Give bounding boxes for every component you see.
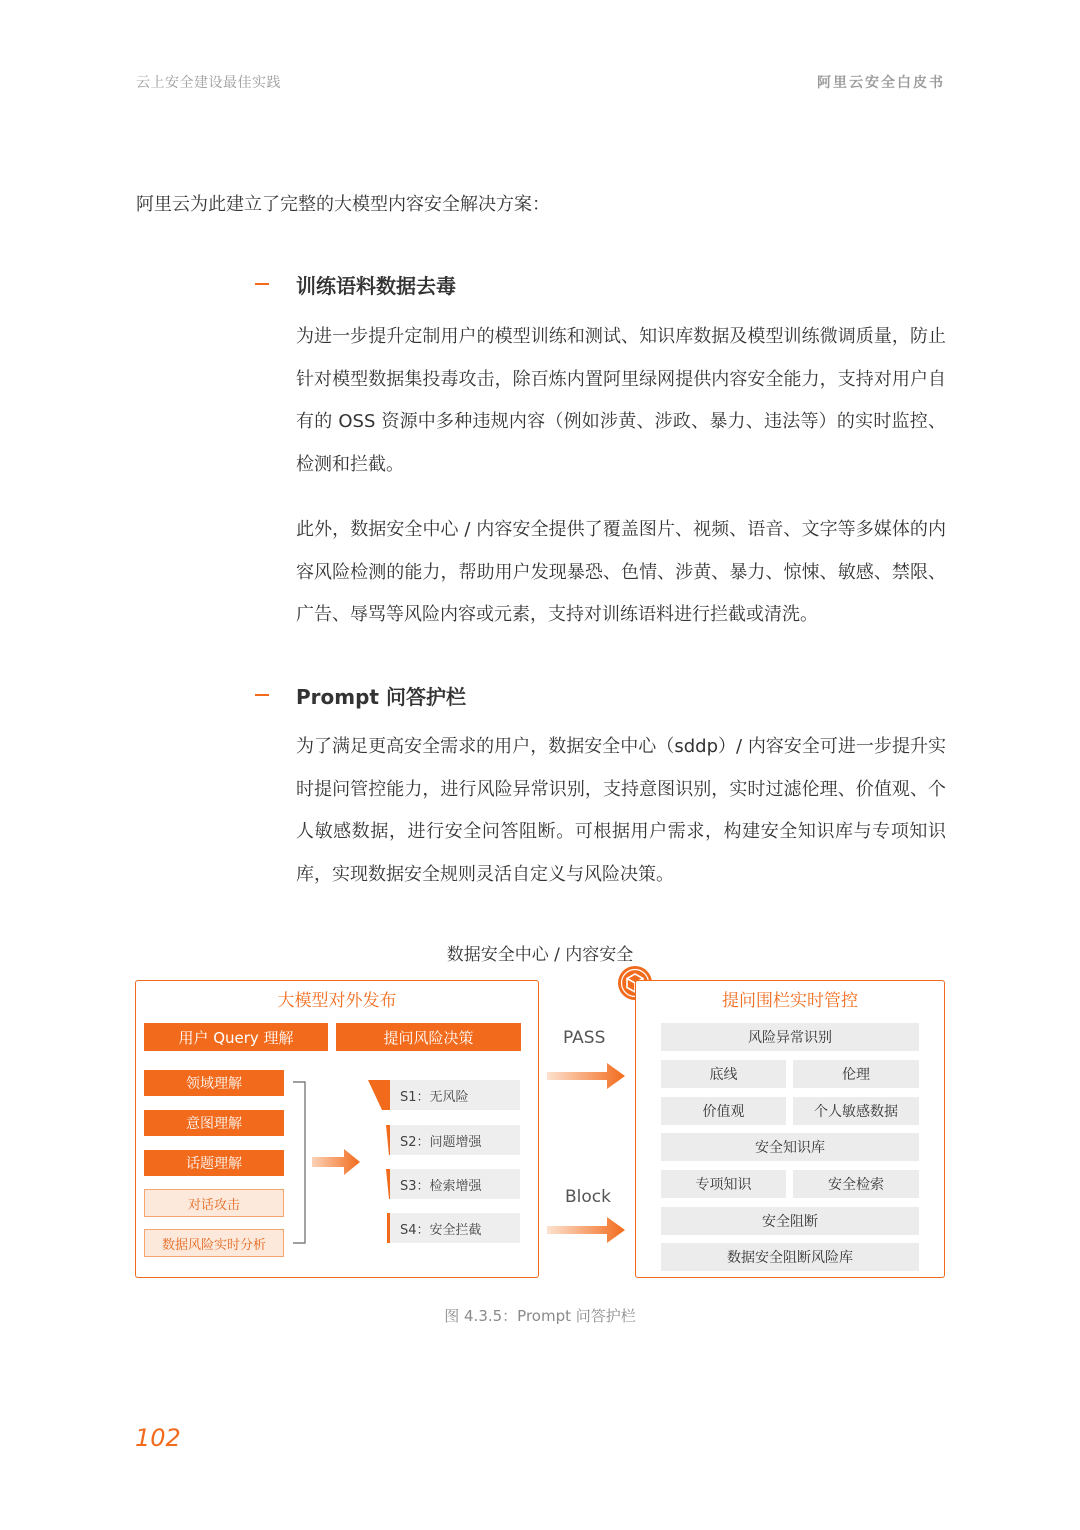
security-kb-box: 安全知识库 xyxy=(661,1133,919,1161)
right-panel-title: 提问围栏实时管控 xyxy=(722,991,858,1011)
section-paragraph: 为进一步提升定制用户的模型训练和测试、知识库数据及模型训练微调质量，防止针对模型数据集投毒攻击，除百炼内置阿里绿网提供内容安全能力，支持对用户自有的 OSS 资源中多种违规内容（例如涉黄、涉政、暴力、违法等）的实时监控、检测和拦截。 xyxy=(296,326,946,475)
figure-caption: 图 4.3.5：Prompt 问答护栏 xyxy=(444,1307,636,1325)
step-s4-label: S4：安全拦截 xyxy=(390,1213,520,1243)
question-risk-decision-button: 提问风险决策 xyxy=(336,1023,521,1051)
left-panel-model-release xyxy=(135,980,539,1278)
section-paragraph: 为了满足更高安全需求的用户，数据安全中心（sddp）/ 内容安全可进一步提升实时提问管控能力，进行风险异常识别，支持意图识别，实时过滤伦理、价值观、个人敏感数据，进行安全问答阻断。可根据用户需求，构建安全知识库与专项知识库，实现数据安全规则灵活自定义与风险决策。 xyxy=(296,736,946,885)
section-title-prompt-guardrail: Prompt 问答护栏 xyxy=(296,685,466,709)
left-panel-title: 大模型对外发布 xyxy=(277,991,397,1011)
domain-understanding-box: 领域理解 xyxy=(144,1070,284,1096)
right-panel-realtime-control xyxy=(635,980,945,1278)
security-block-box: 安全阻断 xyxy=(661,1207,919,1235)
intro-text: 阿里云为此建立了完整的大模型内容安全解决方案： xyxy=(136,194,550,215)
step-s2-label: S2：问题增强 xyxy=(390,1125,520,1155)
intent-understanding-box: 意图理解 xyxy=(144,1110,284,1136)
step-s1 xyxy=(368,1080,520,1110)
values-box: 价值观 xyxy=(661,1097,786,1125)
step-s2 xyxy=(368,1125,520,1155)
step-s4 xyxy=(368,1213,520,1243)
step-s3 xyxy=(368,1169,520,1199)
running-header-left: 云上安全建设最佳实践 xyxy=(136,75,281,91)
figure-title: 数据安全中心 / 内容安全 xyxy=(446,945,634,965)
data-risk-analysis-box: 数据风险实时分析 xyxy=(144,1229,284,1257)
pass-arrow-icon xyxy=(547,1061,627,1091)
baseline-box: 底线 xyxy=(661,1060,786,1088)
section-bullet-dash xyxy=(255,694,269,696)
grouping-bracket xyxy=(291,1081,311,1246)
step-s1-label: S1：无风险 xyxy=(390,1080,520,1110)
section-title-training-data: 训练语料数据去毒 xyxy=(296,274,456,298)
dialog-attack-box: 对话攻击 xyxy=(144,1189,284,1217)
ethics-box: 伦理 xyxy=(793,1060,919,1088)
section-paragraph: 此外，数据安全中心 / 内容安全提供了覆盖图片、视频、语音、文字等多媒体的内容风险检测的能力，帮助用户发现暴恐、色情、涉黄、暴力、惊悚、敏感、禁限、广告、辱骂等风险内容或元素，支持对训练语料进行拦截或清洗。 xyxy=(296,519,946,625)
personal-data-box: 个人敏感数据 xyxy=(793,1097,919,1125)
page-number: 102 xyxy=(135,1424,181,1452)
running-header-right: 阿里云安全白皮书 xyxy=(817,75,945,91)
risk-anomaly-box: 风险异常识别 xyxy=(661,1023,919,1051)
pass-label: PASS xyxy=(563,1028,606,1048)
security-search-box: 安全检索 xyxy=(793,1170,919,1198)
topic-understanding-box: 话题理解 xyxy=(144,1150,284,1176)
step-s3-label: S3：检索增强 xyxy=(390,1169,520,1199)
section-bullet-dash xyxy=(255,283,269,285)
special-knowledge-box: 专项知识 xyxy=(661,1170,786,1198)
query-understanding-button: 用户 Query 理解 xyxy=(144,1023,328,1051)
block-risk-db-box: 数据安全阻断风险库 xyxy=(661,1243,919,1271)
block-arrow-icon xyxy=(547,1215,627,1245)
arrow-right-icon xyxy=(312,1147,362,1177)
block-label: Block xyxy=(565,1187,611,1207)
